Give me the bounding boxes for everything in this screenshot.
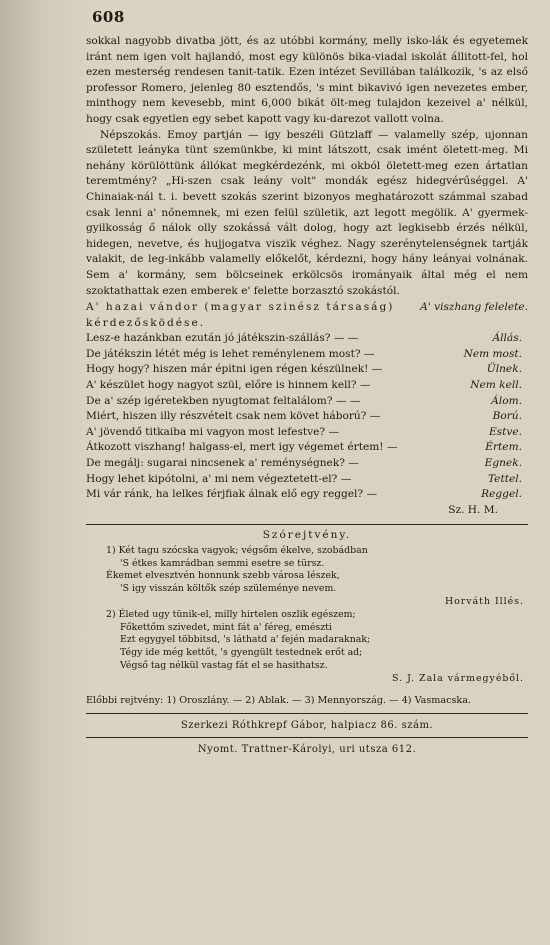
riddle-2	[106, 609, 528, 686]
dialog-line	[86, 440, 528, 456]
riddle-line: 2) Életed ugy tünik-el, milly hirtelen oszlik egészem;	[106, 608, 356, 620]
riddle-line: Tégy ide még kettőt, 's gyengült testednek erőt ad;	[120, 647, 363, 659]
dialog-heading	[86, 300, 528, 331]
dialog-line	[86, 472, 528, 488]
editor-line: Szerkezi Róthkrepf Gábor, halpiacz 86. szám.	[180, 719, 434, 731]
dialog-question: Hogy hogy? hiszen már épitni igen régen készülnek! —	[86, 363, 383, 376]
dialog-line	[86, 394, 528, 410]
dialog-line	[86, 331, 528, 347]
dialog-question: Átkozott viszhang! halgass-el, mert igy végemet értem! —	[86, 441, 398, 454]
riddle-author: S. J. Zala vármegyéből.	[392, 672, 524, 684]
riddle-line: Ékemet elvesztvén honnunk szebb városa lészek,	[106, 570, 340, 582]
dialog-line	[86, 409, 528, 425]
dialog-question: Mi vár ránk, ha lelkes férjfiak álnak elő egy reggel? —	[86, 488, 378, 501]
dialog-answer: Nem kell.	[470, 379, 522, 392]
previous-answers: Előbbi rejtvény: 1) Oroszlány. — 2) Ablak. — 3) Mennyország. — 4) Vasmacska.	[86, 694, 471, 706]
divider	[86, 737, 528, 738]
riddle-line: Ezt egygyel többitsd, 's láthatd a' fején madaraknak;	[120, 634, 371, 646]
riddle-line: Végső tag nélkül vastag fát el se hasithatsz.	[120, 659, 328, 671]
dialog-signature: Sz. H. M.	[448, 503, 498, 516]
dialog-answer: Ülnek.	[486, 363, 522, 376]
divider	[86, 713, 528, 714]
dialog-question: De a' szép igéretekben nyugtomat feltalálom? — —	[86, 394, 361, 407]
dialog-question: Hogy lehet kipótolni, a' mi nem végeztetett-el? —	[86, 472, 352, 485]
dialog-answer: Estve.	[488, 425, 522, 438]
dialog-line	[86, 487, 528, 503]
page-number: 608	[92, 8, 125, 26]
dialog-answer: Tettel.	[487, 472, 522, 485]
riddle-line: 'S étkes kamrádban semmi esetre se türsz.	[120, 557, 325, 569]
dialog-answer: Egnek.	[484, 457, 522, 470]
dialog-answer: Ború.	[492, 410, 522, 423]
dialog-answer: Álom.	[491, 394, 522, 407]
dialog-question: De megálj: sugarai nincsenek a' reménységnek? —	[86, 457, 359, 470]
dialog-line	[86, 456, 528, 472]
dialog-answer: Értem.	[485, 441, 522, 454]
divider	[86, 524, 528, 525]
dialog-answer: Reggel.	[481, 488, 522, 501]
riddle-line: Főkettőm szivedet, mint fát a' féreg, emészti	[120, 621, 332, 633]
dialog-line	[86, 378, 528, 394]
dialog-question: Miért, hiszen illy részvételt csak nem követ háború? —	[86, 410, 381, 423]
riddle-title: Szórejtvény.	[262, 528, 352, 541]
dialog-heading-left: A' hazai vándor (magyar szinész társaság) kérdezősködése.	[86, 301, 395, 329]
dialog-question: Lesz-e hazánkban ezután jó játékszin-szállás? — —	[86, 332, 359, 345]
dialog-list	[86, 331, 528, 503]
dialog-question: A' készület hogy nagyot szül, előre is hinnem kell? —	[86, 379, 371, 392]
riddle-line: 'S igy visszán költők szép szüleménye nevem.	[120, 583, 337, 595]
dialog-question: De játékszin létét még is lehet reménylenem most? —	[86, 347, 375, 360]
riddle-1	[106, 545, 528, 609]
dialog-line	[86, 347, 528, 363]
dialog-line	[86, 425, 528, 441]
dialog-answer: Állás.	[492, 332, 522, 345]
riddle-author: Horváth Illés.	[444, 596, 524, 607]
paragraph-bullfight: sokkal nagyobb divatba jött, és az utóbbi kormány, melly isko-lák és egyetemek iránt nem igen volt hajlandó, most egy különös bika-viadal iskolát állitott-fel, hol ezen mesterség rendesen tanit-tatik. Ezen intézet Sevillában találkozik, 's az első professor Romero, jelenleg 80 esztendős, 's mint bikavivó igen nevezetes ember, minthogy nem kevesebb, mint 6,000 bikát ölt-meg tulajdon kezeivel a' nélkül, hogy csak egyetlen egy sebet kapott vagy ku-darezot vallott volna.	[86, 35, 528, 125]
dialog-answer: Nem most.	[463, 347, 522, 360]
riddle-line: 1) Két tagu szócska vagyok; végsőm ékelve, szobádban	[106, 544, 368, 556]
paragraph-custom: Népszokás. Emoy partján — igy beszéli Gützlaff — valamelly szép, ujonnan született leányka tünt szemünkbe, ki mint látszott, csak imént öletett-meg. Mi nehány körülöttünk állókat megkérdezénk, mi okból öletett-meg ezen ártatlan teremtmény? „Hi-szen csak leány volt" mondák egész hidegvérűséggel. A' Chinaiak-nál t. i. bevett szokás szerint bizonyos meghatározott számmal szabad csak lenni a' nőnemnek, mi ezen felül születik, azt legott megölik. A' gyermek-gyilkosság ő nálok olly szokássá vált dolog, hogy azt legkisebb érzés nélkül, hidegen, nevetve, és hujjogatva viszik véghez. Nagy szerénytelenségnek tartják valakit, de leg-inkább valamelly előkelőt, kérdezni, hogy hány leányai volnának. Sem a' kormány, sem bölcseinek erkölcsös irományaik által még el nem szoktathattak ezen emberek e' felette borzasztó szokástól.	[86, 128, 528, 297]
dialog-question: A' jövendő titkaiba mi vagyon most lefestve? —	[86, 425, 340, 438]
dialog-line	[86, 362, 528, 378]
dialog-heading-right: A' viszhang felelete.	[420, 301, 528, 314]
imprint-line: Nyomt. Trattner-Károlyi, uri utsza 612.	[197, 743, 417, 755]
